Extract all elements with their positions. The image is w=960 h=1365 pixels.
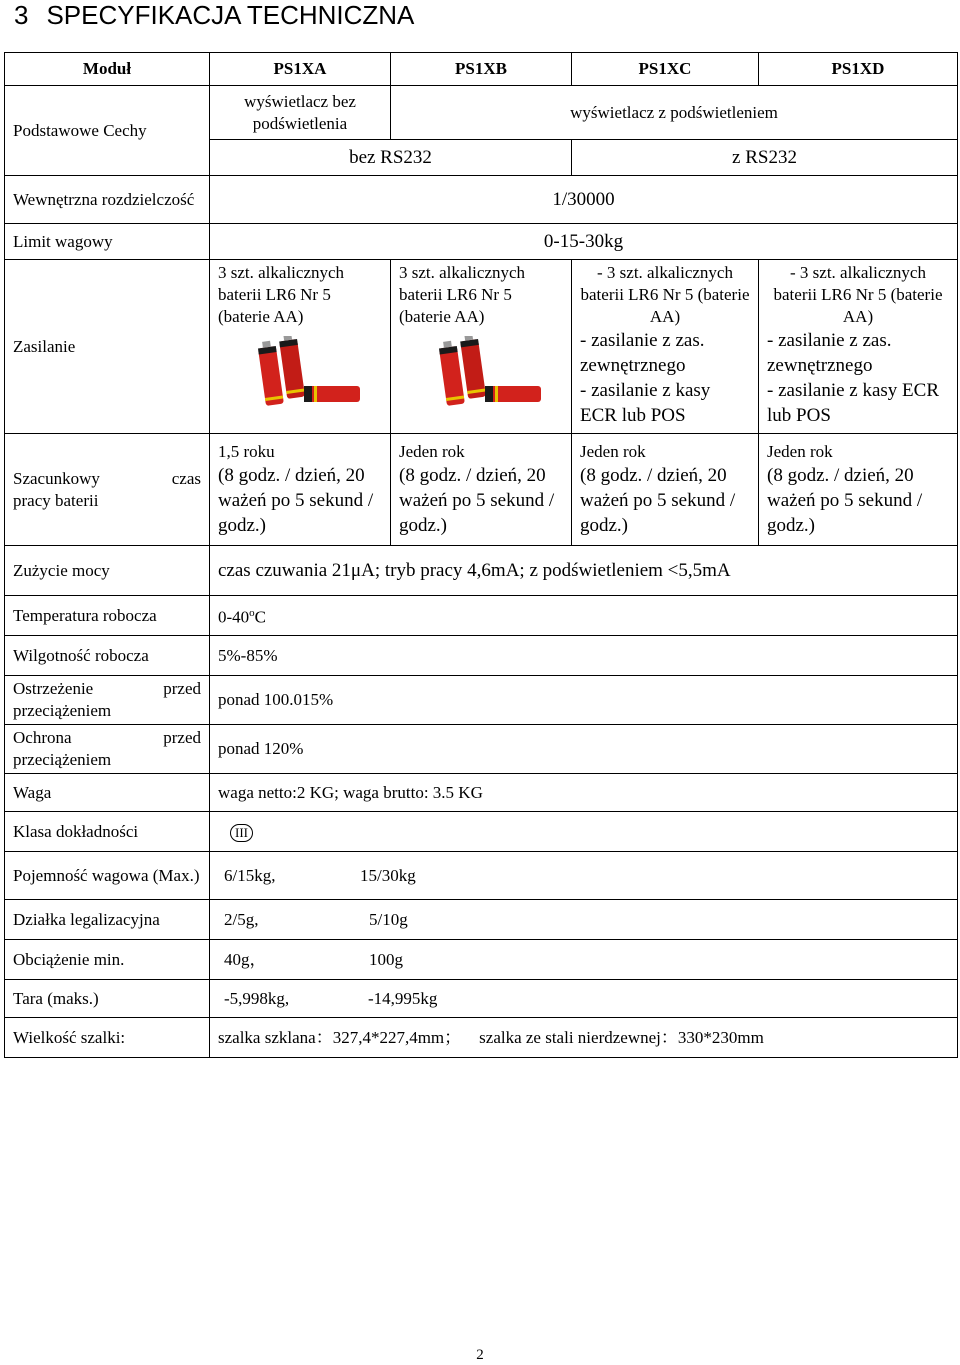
battery-life-detail-a: (8 godz. / dzień, 20 ważeń po 5 sekund / godz.) xyxy=(218,465,374,536)
header-ps1xb: PS1XB xyxy=(391,53,572,86)
value-display-a: wyświetlacz bez podświetlenia xyxy=(210,86,391,140)
row-dzialka xyxy=(5,900,958,940)
label-dzialka: Działka legalizacyjna xyxy=(5,900,210,940)
label-rozdzielczosc: Wewnętrzna rozdzielczość xyxy=(5,176,210,224)
value-szalka: szalka szklana：327,4*227,4mm； szalka ze stali nierdzewnej：330*230mm xyxy=(210,1018,958,1058)
row-pojemnosc xyxy=(5,852,958,900)
power-text-d2: - zasilanie z zas. zewnętrznego xyxy=(767,330,892,376)
battery-life-detail-c: (8 godz. / dzień, 20 ważeń po 5 sekund / godz.) xyxy=(580,465,736,536)
value-tara: -5,998kg, -14,995kg xyxy=(210,980,958,1018)
value-zasilanie-d xyxy=(759,260,958,434)
label-ostrzezenie: Ostrzeżenie przed przeciążeniem xyxy=(5,676,210,725)
battery-life-detail-d: (8 godz. / dzień, 20 ważeń po 5 sekund / godz.) xyxy=(767,465,923,536)
power-text-b: 3 szt. alkalicznych baterii LR6 Nr 5 (baterie AA) xyxy=(399,263,526,326)
label-wilgotnosc: Wilgotność robocza xyxy=(5,636,210,676)
label-zuzycie: Zużycie mocy xyxy=(5,546,210,596)
power-text-c1: - 3 szt. alkalicznych baterii LR6 Nr 5 (baterie AA) xyxy=(580,263,750,326)
value-zuzycie: czas czuwania 21μA; tryb pracy 4,6mA; z podświetleniem <5,5mA xyxy=(210,546,958,596)
row-podstawowe xyxy=(5,86,958,140)
power-text-c2: - zasilanie z zas. zewnętrznego xyxy=(580,330,705,376)
value-rozdzielczosc: 1/30000 xyxy=(210,176,958,224)
row-ostrzezenie xyxy=(5,676,958,725)
header-ps1xa: PS1XA xyxy=(210,53,391,86)
battery-life-c: Jeden rok xyxy=(580,442,646,461)
class-iii-icon: III xyxy=(230,824,253,842)
header-ps1xc: PS1XC xyxy=(572,53,759,86)
value-obciazenie: 40g， 100g xyxy=(210,940,958,980)
value-limit: 0-15-30kg xyxy=(210,224,958,260)
label-limit: Limit wagowy xyxy=(5,224,210,260)
label-ochrona: Ochrona przed przeciążeniem xyxy=(5,725,210,774)
value-dzialka: 2/5g, 5/10g xyxy=(210,900,958,940)
battery-life-detail-b: (8 godz. / dzień, 20 ważeń po 5 sekund / godz.) xyxy=(399,465,555,536)
value-temperatura: 0-40$^o$C xyxy=(210,596,958,636)
value-zasilanie-b xyxy=(391,260,572,434)
value-wilgotnosc: 5%-85% xyxy=(210,636,958,676)
value-klasa xyxy=(210,812,958,852)
label-obciazenie: Obciążenie min. xyxy=(5,940,210,980)
row-szalka xyxy=(5,1018,958,1058)
label-temperatura: Temperatura robocza xyxy=(5,596,210,636)
row-wilgotnosc xyxy=(5,636,958,676)
label-podstawowe: Podstawowe Cechy xyxy=(5,86,210,176)
label-czas-part1: Szacunkowy xyxy=(13,468,100,488)
section-heading xyxy=(14,0,414,30)
header-ps1xd: PS1XD xyxy=(759,53,958,86)
value-czas-d xyxy=(759,434,958,546)
battery-image xyxy=(429,336,545,408)
value-ochrona: ponad 120% xyxy=(210,725,958,774)
power-text-a: 3 szt. alkalicznych baterii LR6 Nr 5 (baterie AA) xyxy=(218,263,345,326)
row-czas xyxy=(5,434,958,546)
label-waga: Waga xyxy=(5,774,210,812)
row-waga xyxy=(5,774,958,812)
power-text-d3: - zasilanie z kasy ECR lub POS xyxy=(767,380,940,426)
header-modul: Moduł xyxy=(5,53,210,86)
battery-life-a: 1,5 roku xyxy=(218,442,275,461)
value-rs232-ab: bez RS232 xyxy=(210,140,572,176)
value-czas-b xyxy=(391,434,572,546)
row-temperatura xyxy=(5,596,958,636)
row-zuzycie xyxy=(5,546,958,596)
row-tara xyxy=(5,980,958,1018)
power-text-c3: - zasilanie z kasy ECR lub POS xyxy=(580,380,711,426)
value-zasilanie-c xyxy=(572,260,759,434)
battery-life-d: Jeden rok xyxy=(767,442,833,461)
value-display-bcd: wyświetlacz z podświetleniem xyxy=(391,86,958,140)
row-rozdzielczosc xyxy=(5,176,958,224)
label-tara: Tara (maks.) xyxy=(5,980,210,1018)
label-czas-part2: czas xyxy=(171,468,201,488)
row-ochrona xyxy=(5,725,958,774)
label-czas-part3: pracy baterii xyxy=(13,490,99,510)
value-czas-a xyxy=(210,434,391,546)
label-zasilanie: Zasilanie xyxy=(5,260,210,434)
battery-image xyxy=(248,336,364,408)
row-zasilanie xyxy=(5,260,958,434)
value-waga: waga netto:2 KG; waga brutto: 3.5 KG xyxy=(210,774,958,812)
header-row xyxy=(5,53,958,86)
section-number: 3 xyxy=(14,0,29,30)
row-klasa xyxy=(5,812,958,852)
page-number: 2 xyxy=(476,1347,484,1363)
label-szalka: Wielkość szalki: xyxy=(5,1018,210,1058)
section-title: SPECYFIKACJA TECHNICZNA xyxy=(46,0,415,30)
battery-life-b: Jeden rok xyxy=(399,442,465,461)
value-pojemnosc: 6/15kg, 15/30kg xyxy=(210,852,958,900)
spec-table xyxy=(4,52,958,1058)
row-limit xyxy=(5,224,958,260)
value-rs232-cd: z RS232 xyxy=(572,140,958,176)
value-zasilanie-a xyxy=(210,260,391,434)
value-czas-c xyxy=(572,434,759,546)
value-ostrzezenie: ponad 100.015% xyxy=(210,676,958,725)
power-text-d1: - 3 szt. alkalicznych baterii LR6 Nr 5 (baterie AA) xyxy=(773,263,943,326)
label-czas xyxy=(5,434,210,546)
row-obciazenie xyxy=(5,940,958,980)
label-klasa: Klasa dokładności xyxy=(5,812,210,852)
label-pojemnosc: Pojemność wagowa (Max.) xyxy=(5,852,210,900)
